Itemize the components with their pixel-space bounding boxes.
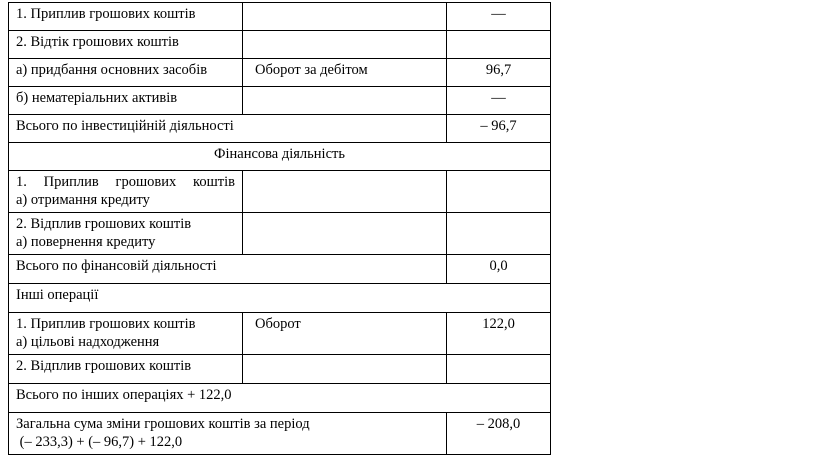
total-label [9, 413, 447, 455]
row-account [243, 3, 447, 31]
total-row [9, 413, 551, 455]
table-row [9, 213, 551, 255]
subtotal-label: Всього по інвестиційній діяльності [9, 115, 447, 143]
row-value [447, 213, 551, 255]
row-label [9, 213, 243, 255]
row-label [9, 313, 243, 355]
row-account [243, 171, 447, 213]
total-label-line1: Загальна сума зміни грошових коштів за період [16, 416, 310, 432]
table-row [9, 313, 551, 355]
row-value: 96,7 [447, 59, 551, 87]
row-account: Оборот [243, 313, 447, 355]
row-account: Оборот за дебітом [243, 59, 447, 87]
cash-flow-table [8, 2, 551, 455]
section-header-row [9, 284, 551, 313]
table-row [9, 355, 551, 384]
row-label: а) придбання основних засобів [9, 59, 243, 87]
row-value [447, 355, 551, 384]
table-row [9, 87, 551, 115]
subtotal-value: – 96,7 [447, 115, 551, 143]
row-account [243, 31, 447, 59]
subtotal-label: Всього по фінансовій діяльності [9, 255, 447, 284]
section-header: Фінансова діяльність [9, 143, 551, 171]
total-value: – 208,0 [447, 413, 551, 455]
section-header-row [9, 143, 551, 171]
row-label-line1: 1. Приплив грошових коштів [16, 316, 196, 332]
row-label: б) нематеріальних активів [9, 87, 243, 115]
row-value [447, 171, 551, 213]
row-label-line2: а) повернення кредиту [16, 234, 156, 250]
table-row [9, 115, 551, 143]
row-label: 1. Приплив грошових коштів [9, 3, 243, 31]
table-row [9, 59, 551, 87]
table-row [9, 384, 551, 413]
row-label [9, 171, 243, 213]
table-row [9, 3, 551, 31]
row-value [447, 31, 551, 59]
row-value: — [447, 3, 551, 31]
total-label-line2: (– 233,3) + (– 96,7) + 122,0 [16, 434, 183, 450]
section-header: Інші операції [9, 284, 551, 313]
row-label: 2. Відтік грошових коштів [9, 31, 243, 59]
row-value: — [447, 87, 551, 115]
row-account [243, 87, 447, 115]
row-account [243, 213, 447, 255]
table-row [9, 171, 551, 213]
row-label-line1: 2. Відплив грошових коштів [16, 216, 192, 232]
row-label-line2: а) цільові надходження [16, 334, 160, 350]
table-row [9, 255, 551, 284]
row-label: 2. Відплив грошових коштів [9, 355, 243, 384]
row-label-line2: а) отримання кредиту [16, 192, 150, 208]
table-row [9, 31, 551, 59]
subtotal-value: 0,0 [447, 255, 551, 284]
row-account [243, 355, 447, 384]
row-value: 122,0 [447, 313, 551, 355]
row-label-line1: 1. Приплив грошових коштів [16, 174, 235, 190]
subtotal-label: Всього по інших операціях + 122,0 [9, 384, 551, 413]
